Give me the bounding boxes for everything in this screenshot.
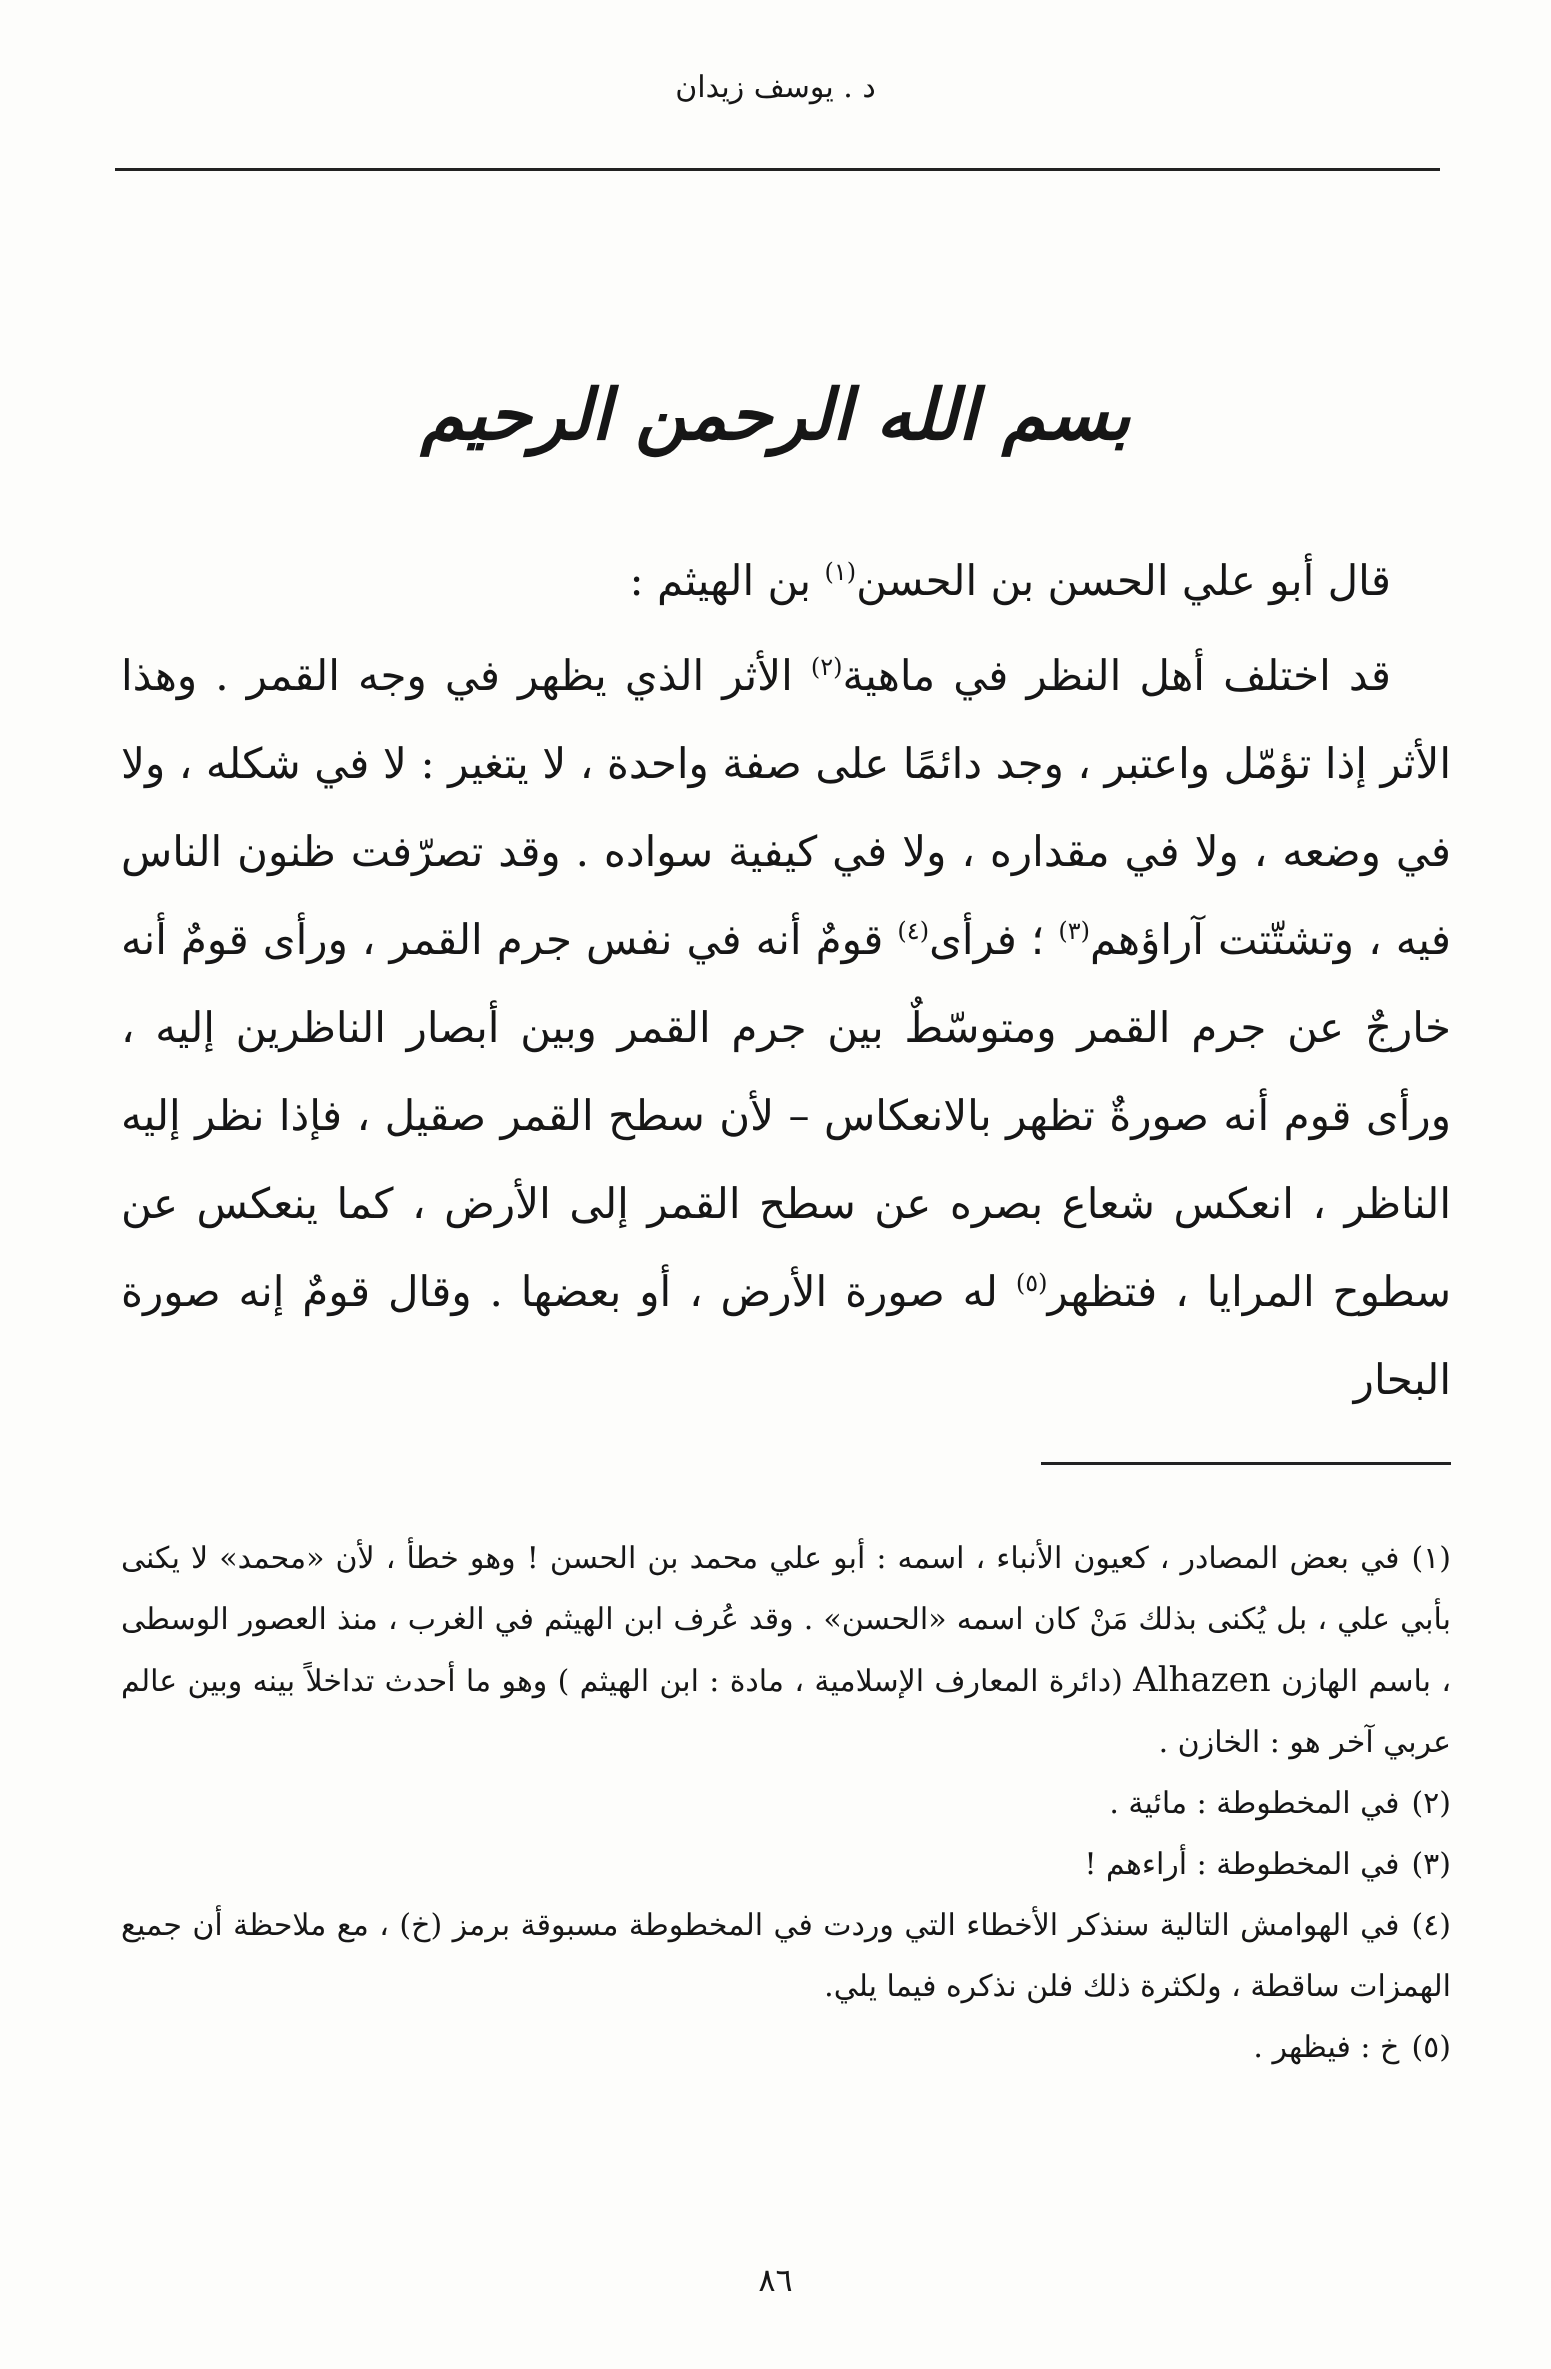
body-segment-3: ؛ فرأى [929,915,1045,964]
running-head: د . يوسف زيدان [675,70,876,105]
basmala-heading: بسم الله الرحمن الرحيم [420,373,1131,456]
body-segment-5: له صورة الأرض ، أو بعضها . وقال قومٌ إنه صورة البحار [121,1267,1451,1404]
header-rule [115,168,1440,171]
footnote-marker-4[interactable]: (٤) [897,917,930,945]
footnote-number: (٣) [1411,1847,1451,1882]
footnote-latin-term: Alhazen [1133,1660,1271,1700]
footnote-text: خ : فيظهر . [1253,2030,1400,2065]
footnote-4 [121,1895,1451,2017]
footnote-text: في المخطوطة : أراءهم ! [1084,1847,1400,1882]
footnote-number: (٤) [1411,1908,1451,1943]
footnote-3 [121,1834,1451,1895]
footnote-5 [121,2017,1451,2078]
footnote-text-cont: (دائرة المعارف الإسلامية ، مادة : ابن الهيثم ) وهو ما أحدث تداخلاً بينه وبين عالم عربي آخر هو : الخازن . [121,1664,1451,1760]
footnote-marker-1[interactable]: (١) [824,558,857,586]
footnote-text: في الهوامش التالية سنذكر الأخطاء التي وردت في المخطوطة مسبوقة برمز (خ) ، مع ملاحظة أن جميع الهمزات ساقطة ، ولكثرة ذلك فلن نذكره فيما يلي. [121,1908,1451,2004]
body-segment-1: قد اختلف أهل النظر في ماهية [842,651,1391,700]
footnote-text: في المخطوطة : مائية . [1109,1786,1400,1821]
footnote-marker-3[interactable]: (٣) [1058,917,1090,945]
footnote-2 [121,1773,1451,1834]
footnote-number: (٢) [1411,1786,1451,1821]
footnotes-section [121,1528,1451,2078]
opening-text-after: بن الهيثم : [629,556,812,605]
footnote-marker-5[interactable]: (٥) [1015,1269,1048,1297]
opening-line [231,540,1391,622]
body-segment-2: الأثر الذي يظهر في وجه القمر . وهذا الأثر إذا تؤمّل واعتبر ، وجد دائمًا على صفة واحدة ، لا يتغير : لا في شكله ، ولا في وضعه ، ولا في مقداره ، ولا في كيفية سواده . وقد تصرّفت ظنون الناس فيه ، وتشتّتت آراؤهم [121,651,1451,964]
footnote-text: في بعض المصادر ، كعيون الأنباء ، اسمه : أبو علي محمد بن الحسن ! وهو خطأ ، لأن «محمد» لا يكنى بأبي علي ، بل يُكنى بذلك مَنْ كان اسمه «الحسن» . وقد عُرف ابن الهيثم في الغرب ، منذ العصور الوسطى ، باسم الهازن [121,1541,1451,1699]
opening-text-before: قال أبو علي الحسن بن الحسن [856,556,1391,605]
body-segment-4: قومٌ أنه في نفس جرم القمر ، ورأى قومٌ أنه خارجٌ عن جرم القمر ومتوسّطٌ بين جرم القمر وبين أبصار الناظرين إليه ، ورأى قوم أنه صورةٌ تظهر بالانعكاس – لأن سطح القمر صقيل ، فإذا نظر إليه الناظر ، انعكس شعاع بصره عن سطح القمر إلى الأرض ، كما ينعكس عن سطوح المرايا ، فتظهر [121,915,1452,1316]
footnote-1 [121,1528,1451,1773]
footnote-number: (٥) [1411,2030,1451,2065]
main-paragraph [121,632,1451,1424]
page-number: ٨٦ [758,2261,793,2299]
footnote-rule [1041,1462,1451,1465]
footnote-marker-2[interactable]: (٢) [810,653,843,681]
footnote-number: (١) [1411,1541,1451,1576]
